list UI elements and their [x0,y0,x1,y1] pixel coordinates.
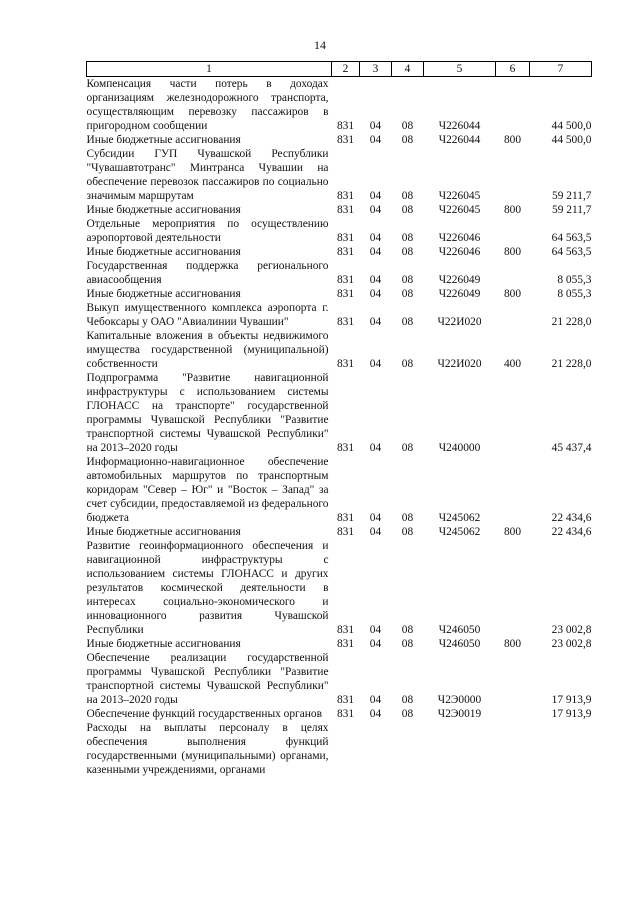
row-name-cell: Субсидии ГУП Чувашской Республики "Чувашавтотранс" Минтранса Чувашии на обеспечение перевозок пассажиров по социально значимым маршрутам [86,148,329,202]
table-row [87,259,592,287]
row-amount-cell: 64 563,5 [551,232,592,244]
row-name-cell: Иные бюджетные ассигнования [86,246,241,258]
row-code-cell: 08 [401,134,414,146]
row-code-cell: Ч245062 [438,512,481,524]
row-amount-cell: 59 211,7 [552,204,592,216]
row-amount-cell: 64 563,5 [551,246,592,258]
row-code-cell: Ч226045 [438,204,481,216]
row-code-cell [496,259,530,287]
row-code-cell: Ч226046 [438,246,481,258]
row-code-cell [496,651,530,707]
row-code-cell: 08 [401,512,414,524]
row-code-cell: 800 [503,288,522,300]
row-code-cell: 831 [336,120,355,132]
row-code-cell: 04 [369,120,382,132]
row-code-cell: Ч226049 [438,288,481,300]
row-code-cell [496,77,530,134]
row-code-cell: 831 [336,708,355,720]
row-name-cell: Компенсация части потерь в доходах организациям железнодорожного транспорта, осуществляющим перевозку пассажиров в пригородном сообщении [86,78,329,132]
row-code-cell: 04 [369,512,382,524]
row-code-cell: 800 [503,204,522,216]
row-code-cell: 04 [369,288,382,300]
header-cell: 3 [360,62,392,77]
row-name-cell: Развитие геоинформационного обеспечения и навигационной инфраструктуры с использованием системы ГЛОНАСС и других результатов космической деятельности в интересах социально-экономического и инновационного развития Чувашской Республики [86,540,329,636]
header-cell: 7 [530,62,592,77]
row-code-cell: 800 [503,638,522,650]
row-code-cell: 400 [503,358,522,370]
row-code-cell: 08 [401,288,414,300]
row-code-cell [496,371,530,455]
row-code-cell: 800 [503,246,522,258]
row-amount-cell: 23 002,8 [551,624,592,636]
row-code-cell: 08 [401,204,414,216]
row-code-cell: 04 [369,190,382,202]
row-amount-cell: 21 228,0 [551,358,592,370]
table-row [87,287,592,301]
row-code-cell: 04 [369,232,382,244]
row-name-cell: Государственная поддержка регионального авиасообщения [86,260,329,286]
row-code-cell: 04 [369,694,382,706]
row-amount-cell: 8 055,3 [557,274,592,286]
row-code-cell: 04 [369,246,382,258]
row-amount-cell: 22 434,6 [551,512,592,524]
row-code-cell [496,539,530,637]
row-code-cell: 04 [369,708,382,720]
row-code-cell: 08 [401,274,414,286]
row-code-cell: 831 [336,134,355,146]
header-cell: 4 [392,62,424,77]
table-row [87,301,592,329]
row-amount-cell: 21 228,0 [551,316,592,328]
row-name-cell: Иные бюджетные ассигнования [86,134,241,146]
row-code-cell: 08 [401,358,414,370]
table-row [87,245,592,259]
row-code-cell: Ч22И020 [437,316,482,328]
row-code-cell: Ч246050 [438,638,481,650]
row-code-cell: 831 [336,204,355,216]
table-body [87,77,592,778]
row-code-cell: 08 [401,624,414,636]
table-row [87,203,592,217]
row-amount-cell: 23 002,8 [551,638,592,650]
row-name-cell: Информационно-навигационное обеспечение автомобильных маршрутов по транспортным коридорам "Север – Юг" и "Восток – Запад" за счет субсидии, предоставляемой из федерального бюджета [86,456,329,524]
row-code-cell: 831 [336,246,355,258]
row-code-cell [392,721,424,777]
table-row [87,455,592,525]
row-code-cell: Ч240000 [438,442,481,454]
row-name-cell: Иные бюджетные ассигнования [86,204,241,216]
row-code-cell: 831 [336,288,355,300]
row-code-cell: 831 [336,358,355,370]
row-code-cell: Ч245062 [438,526,481,538]
row-amount-cell [530,721,592,777]
row-name-cell: Отдельные мероприятия по осуществлению аэропортовой деятельности [86,218,329,244]
row-amount-cell: 22 434,6 [551,526,592,538]
row-code-cell: 831 [336,624,355,636]
row-code-cell: 04 [369,624,382,636]
row-code-cell: 08 [401,120,414,132]
table-row [87,147,592,203]
row-code-cell: 04 [369,526,382,538]
row-code-cell: 831 [336,442,355,454]
header-cell: 6 [496,62,530,77]
row-code-cell: 04 [369,358,382,370]
row-code-cell: Ч246050 [438,624,481,636]
row-code-cell: 08 [401,526,414,538]
row-code-cell: 08 [401,708,414,720]
row-code-cell: 800 [503,526,522,538]
budget-table [86,61,592,777]
row-code-cell [496,455,530,525]
row-amount-cell: 44 500,0 [551,134,592,146]
row-name-cell: Выкуп имущественного комплекса аэропорта г. Чебоксары у ОАО "Авиалинии Чувашии" [86,302,329,328]
row-amount-cell: 45 437,4 [551,442,592,454]
row-code-cell: 08 [401,316,414,328]
table-row [87,77,592,134]
row-name-cell: Подпрограмма "Развитие навигационной инфраструктуры с использованием системы ГЛОНАСС на транспорте" государственной программы Чувашской Республики "Развитие транспортной системы Чувашской Республики" на 2013–2020 годы [86,372,329,454]
header-cell: 2 [332,62,360,77]
row-code-cell: Ч226044 [438,120,481,132]
row-code-cell: 831 [336,638,355,650]
row-name-cell: Иные бюджетные ассигнования [86,288,241,300]
row-name-cell: Иные бюджетные ассигнования [86,526,241,538]
row-code-cell: Ч226045 [438,190,481,202]
row-code-cell: 08 [401,232,414,244]
row-code-cell: 04 [369,134,382,146]
row-amount-cell: 8 055,3 [557,288,592,300]
table-row [87,525,592,539]
table-row [87,217,592,245]
row-code-cell: 08 [401,694,414,706]
row-name-cell: Расходы на выплаты персоналу в целях обеспечения выполнения функций государственными (муниципальными) органами, казенными учреждениями, органами [86,722,329,776]
table-row [87,651,592,707]
row-code-cell [496,217,530,245]
row-code-cell [424,721,496,777]
row-code-cell [496,301,530,329]
row-code-cell: Ч2Э0019 [437,708,482,720]
row-code-cell [496,721,530,777]
row-code-cell: 04 [369,274,382,286]
row-code-cell: 831 [336,512,355,524]
row-amount-cell: 17 913,9 [551,708,592,720]
row-code-cell: 800 [503,134,522,146]
row-amount-cell: 59 211,7 [552,190,592,202]
header-cell: 5 [424,62,496,77]
row-code-cell: 08 [401,638,414,650]
table-row [87,637,592,651]
row-amount-cell: 17 913,9 [551,694,592,706]
row-name-cell: Обеспечение реализации государственной программы Чувашской Республики "Развитие транспортной системы Чувашской Республики" на 2013–2020 годы [86,652,329,706]
row-name-cell: Капитальные вложения в объекты недвижимого имущества государственной (муниципальной) собственности [86,330,329,370]
row-code-cell: 04 [369,442,382,454]
row-code-cell: Ч226044 [438,134,481,146]
row-code-cell [360,721,392,777]
table-row [87,329,592,371]
table-row [87,707,592,721]
row-code-cell: 08 [401,190,414,202]
row-code-cell: 831 [336,274,355,286]
table-row [87,133,592,147]
row-code-cell: 831 [336,526,355,538]
row-code-cell: 08 [401,246,414,258]
header-cell: 1 [87,62,332,77]
row-code-cell: Ч22И020 [437,358,482,370]
row-code-cell: 831 [336,316,355,328]
row-code-cell: Ч226049 [438,274,481,286]
row-code-cell: Ч2Э0000 [437,694,482,706]
row-amount-cell: 44 500,0 [551,120,592,132]
header-row [87,62,592,77]
table-row [87,721,592,777]
row-code-cell: 831 [336,190,355,202]
row-code-cell: 831 [336,694,355,706]
page-number: 14 [314,38,326,52]
row-code-cell: 04 [369,204,382,216]
row-code-cell: 831 [336,232,355,244]
row-code-cell [496,147,530,203]
row-name-cell: Иные бюджетные ассигнования [86,638,241,650]
row-code-cell: Ч226046 [438,232,481,244]
table-row [87,371,592,455]
row-code-cell: 08 [401,442,414,454]
row-code-cell: 04 [369,316,382,328]
row-code-cell: 04 [369,638,382,650]
row-code-cell [332,721,360,777]
table-row [87,539,592,637]
row-name-cell: Обеспечение функций государственных органов [86,708,322,720]
row-code-cell [496,707,530,721]
